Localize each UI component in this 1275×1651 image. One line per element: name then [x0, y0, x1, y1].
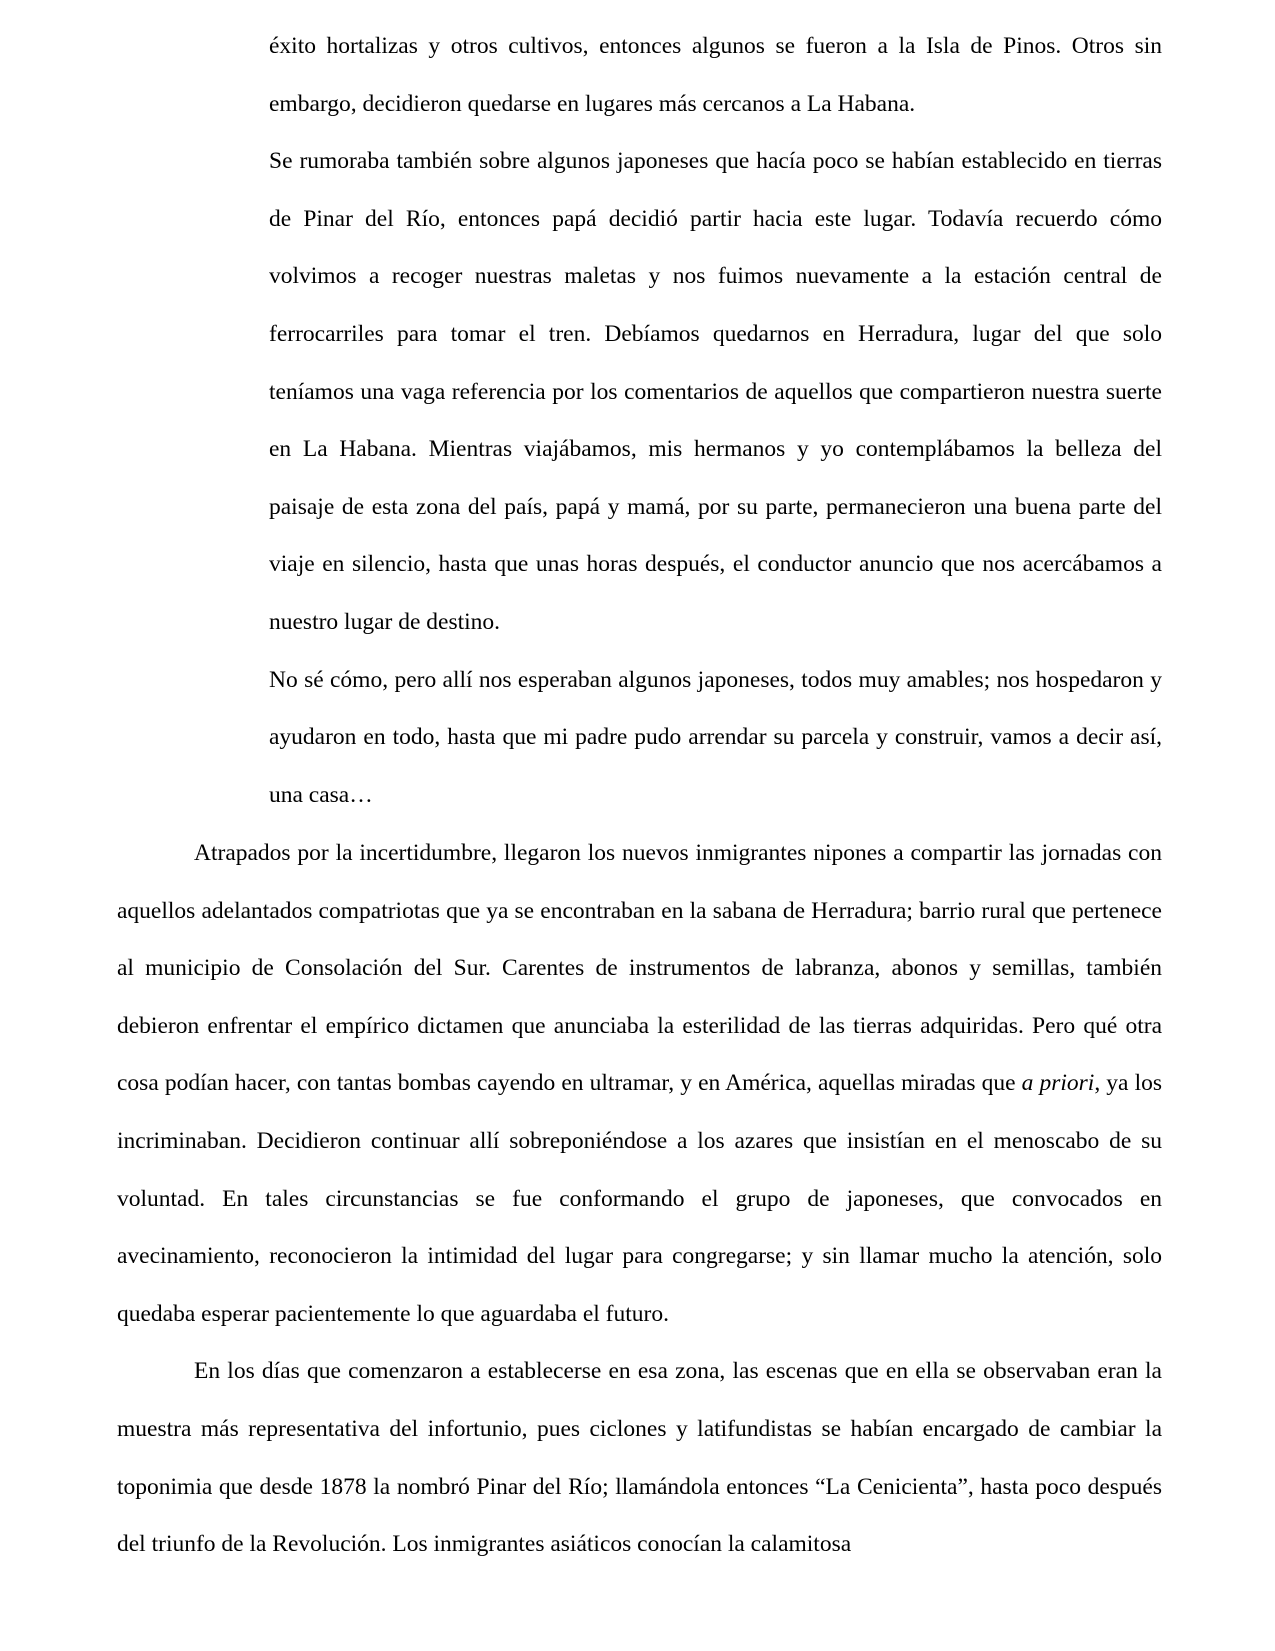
quote-paragraph-2: Se rumoraba también sobre algunos japoneses que hacía poco se habían establecido en tierras de Pinar del Río, entonces papá decidió partir hacia este lugar. Todavía recuerdo cómo volvimos a recoger nuestras maletas y nos fuimos nuevamente a la estación central de ferrocarriles para tomar el tren. Debíamos quedarnos en Herradura, lugar del que solo teníamos una vaga referencia por los comentarios de aquellos que compartieron nuestra suerte en La Habana. Mientras viajábamos, mis hermanos y yo contemplábamos la belleza del paisaje de esta zona del país, papá y mamá, por su parte, permanecieron una buena parte del viaje en silencio, hasta que unas horas después, el conductor anuncio que nos acercábamos a nuestro lugar de destino.: [269, 148, 1162, 635]
quote-paragraph-1: éxito hortalizas y otros cultivos, entonces algunos se fueron a la Isla de Pinos. Otros sin embargo, decidieron quedarse en lugares más cercanos a La Habana.: [269, 33, 1162, 117]
italic-phrase: a priori: [1021, 1070, 1095, 1097]
body-text: [117, 825, 1162, 1574]
block-quote: [269, 18, 1162, 824]
body-paragraph-1: [117, 825, 1162, 1343]
body-paragraph-1-start: Atrapados por la incertidumbre, llegaron los nuevos inmigrantes nipones a compartir las jornadas con aquellos adelantados compatriotas que ya se encontraban en la sabana de Herradura; barrio rural que pertenece al municipio de Consolación del Sur. Carentes de instrumentos de labranza, abonos y semillas, también debieron enfrentar el empírico dictamen que anunciaba la esterilidad de las tierras adquiridas. Pero qué otra cosa podían hacer, con tantas bombas cayendo en ultramar, y en América, aquellas miradas que: [117, 840, 1162, 1097]
quote-paragraph-3: No sé cómo, pero allí nos esperaban algunos japoneses, todos muy amables; nos hospedaron y ayudaron en todo, hasta que mi padre pudo arrendar su parcela y construir, vamos a decir así, una casa…: [269, 666, 1162, 808]
body-paragraph-2: En los días que comenzaron a establecerse en esa zona, las escenas que en ella se observaban eran la muestra más representativa del infortunio, pues ciclones y latifundistas se habían encargado de cambiar la toponimia que desde 1878 la nombró Pinar del Río; llamándola entonces “La Cenicienta”, hasta poco después del triunfo de la Revolución. Los inmigrantes asiáticos conocían la calamitosa: [117, 1358, 1162, 1558]
body-paragraph-1-end: , ya los incriminaban. Decidieron continuar allí sobreponiéndose a los azares que insistían en el menoscabo de su voluntad. En tales circunstancias se fue conformando el grupo de japoneses, que convocados en avecinamiento, reconocieron la intimidad del lugar para congregarse; y sin llamar mucho la atención, solo quedaba esperar pacientemente lo que aguardaba el futuro.: [117, 1070, 1162, 1327]
